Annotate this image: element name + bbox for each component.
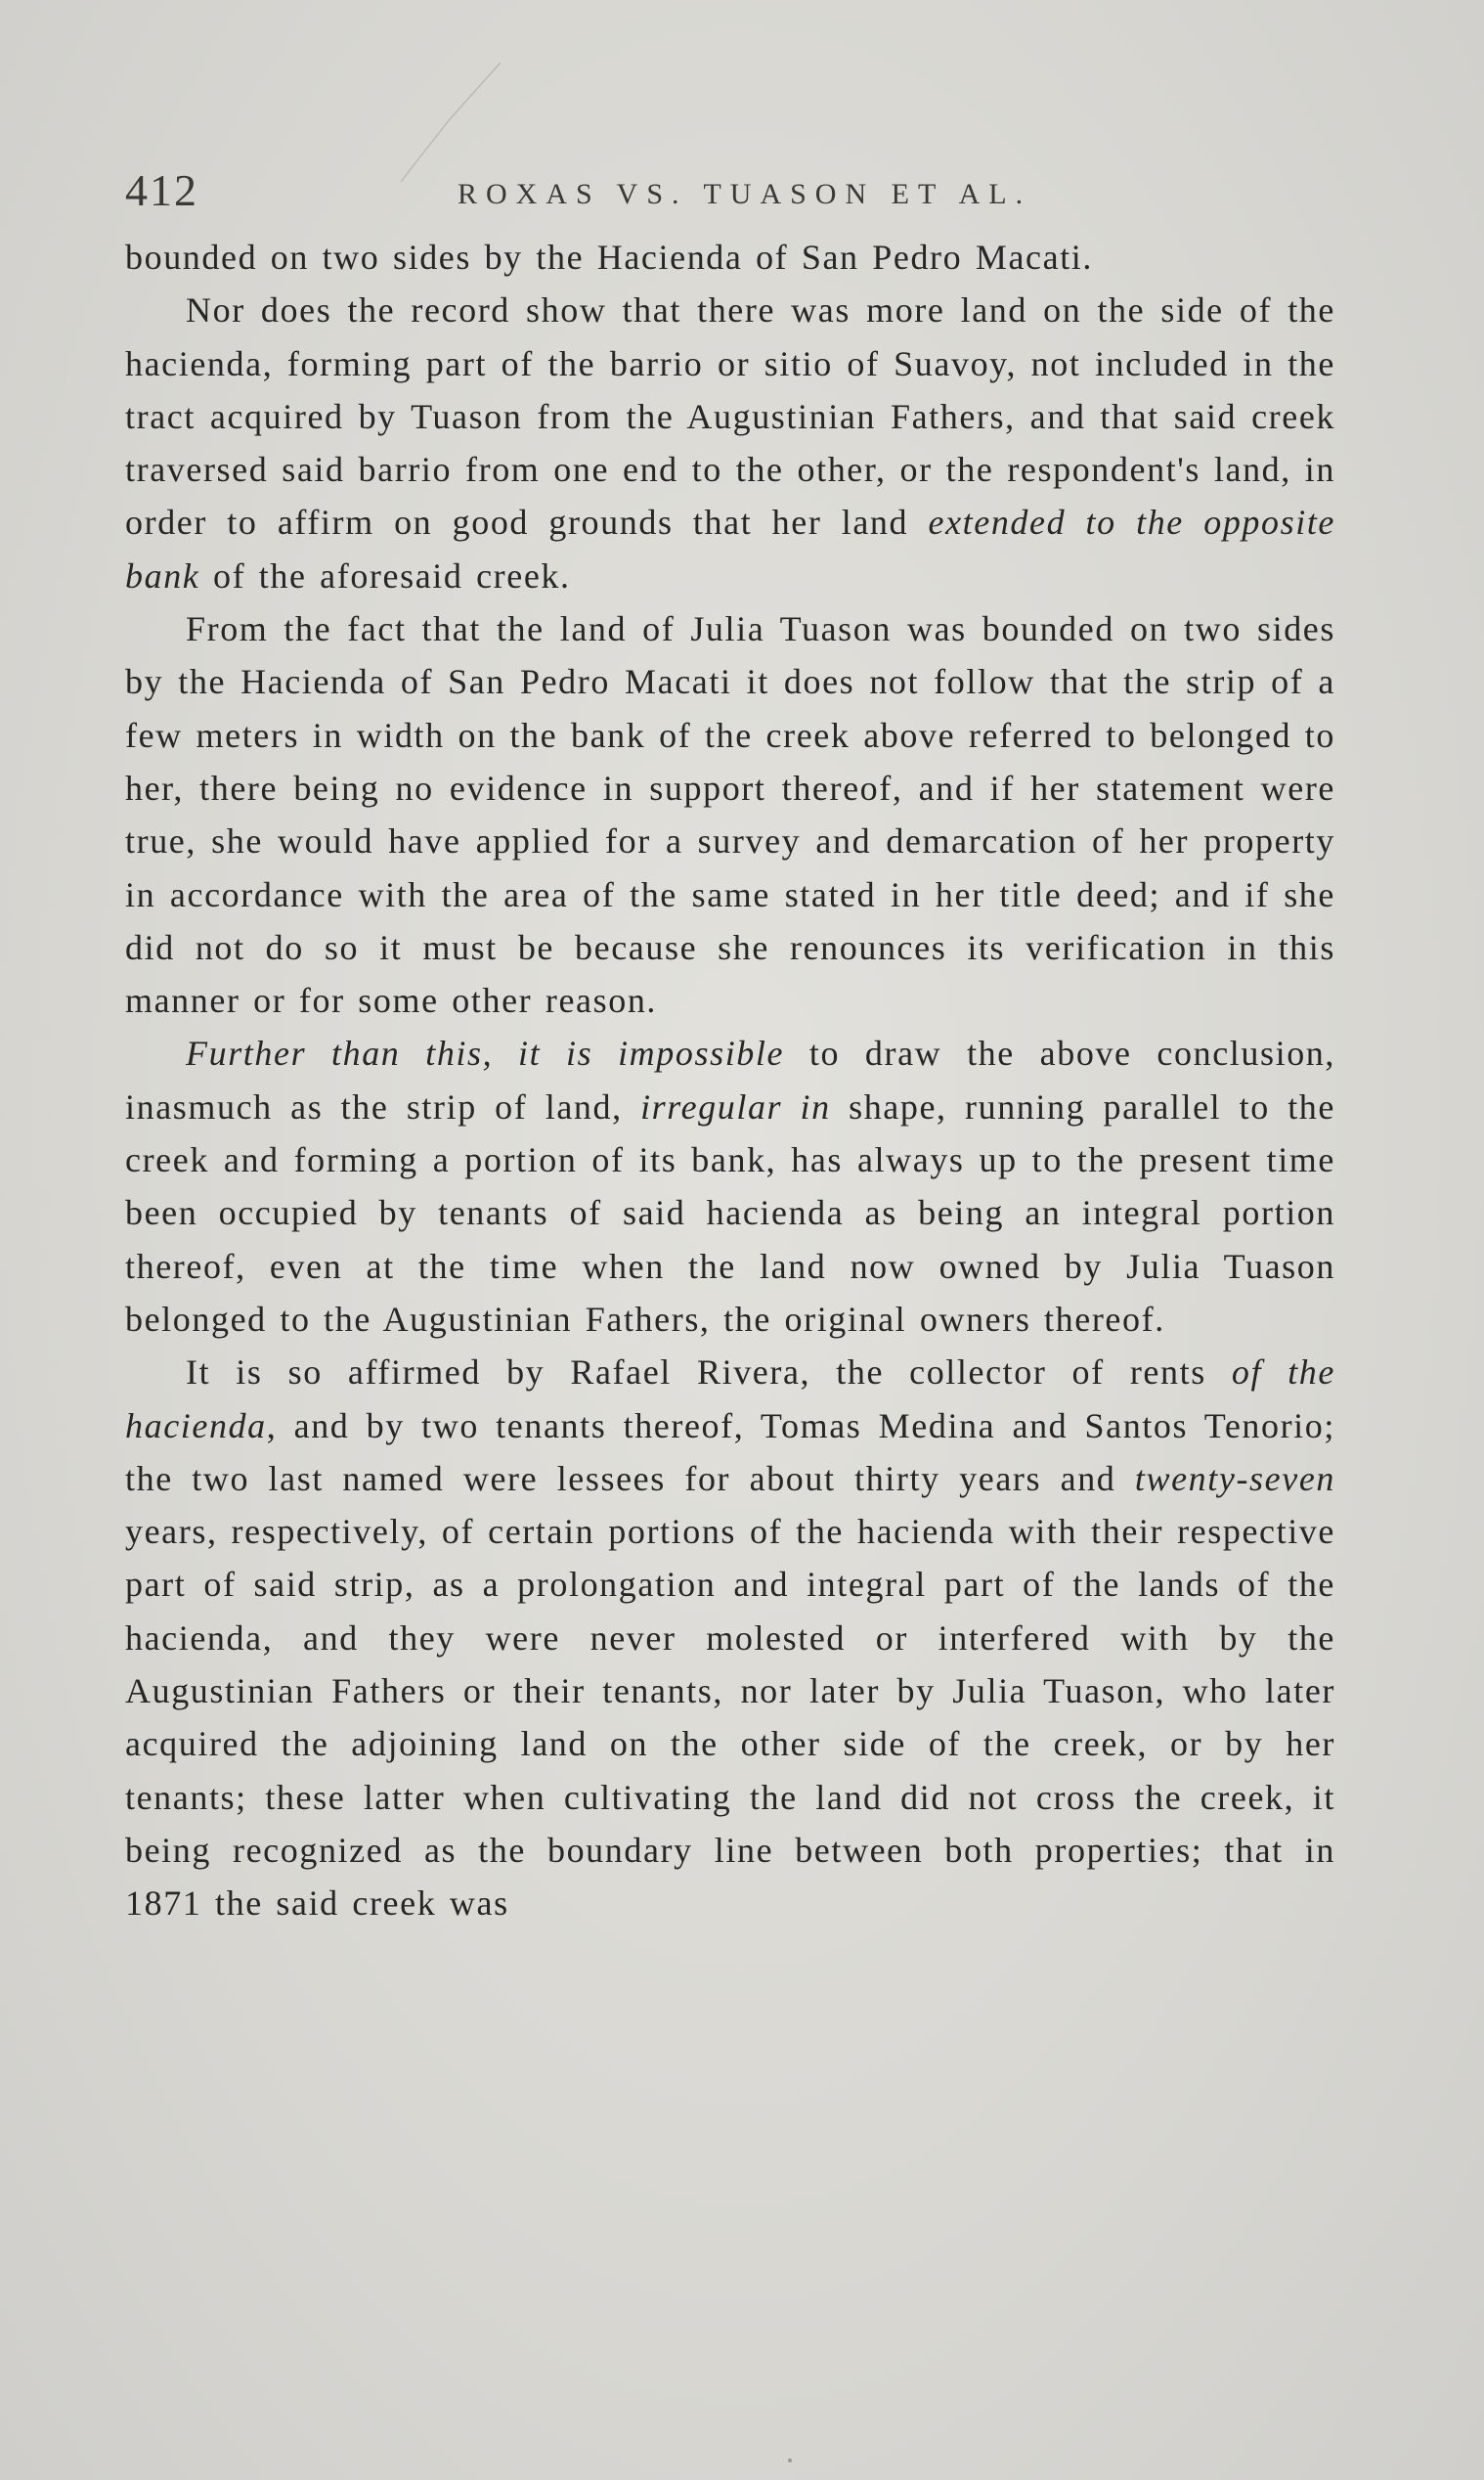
text-segment: of the aforesaid creek. [199,555,571,596]
body-text [125,231,1335,1930]
text-segment: Nor does the record show that there was more land on the side of the hacienda, forming part of the barrio or sitio of Suavoy, not included in the tract acquired by Tuason from the Augustinian Fathers, and that said creek traversed said barrio from one end to the other, or the respondent's land, in order to affirm on good grounds that her land [125,290,1335,543]
page-number: 412 [125,165,198,215]
text-segment: to draw the above conclusion, inasmuch as the strip of land, [125,1034,1335,1127]
italic-text-segment: Further than this, it is impossible [186,1034,785,1074]
text-segment: From the fact that the land of Julia Tuason was bounded on two sides by the Hacienda of San Pedro Macati it does not follow that the strip of a few meters in width on the bank of the creek above referred to belonged to her, there being no evidence in support thereof, and if her statement were true, she would have applied for a survey and demarcation of her property in accordance with the area of the same stated in her title deed; and if she did not do so it must be because she renounces its verification in this manner or for some other reason. [125,609,1335,1021]
paragraph [125,1346,1335,1929]
text-segment: bounded on two sides by the Hacienda of San Pedro Macati. [125,238,1093,277]
running-head: ROXAS VS. TUASON ET AL. [458,178,1032,210]
italic-text-segment: of the hacienda [125,1352,1335,1445]
paragraph [125,284,1335,602]
paragraph [125,231,1335,284]
text-segment: , and by two tenants thereof, Tomas Medina and Santos Tenorio; the two last named were lessees for about thirty years and [125,1405,1335,1498]
italic-text-segment: extended to the opposite bank [125,503,1336,596]
italic-text-segment: twenty-seven [1134,1458,1335,1498]
text-segment: shape, running parallel to the creek and forming a portion of its bank, has always up to the present time been occupied by tenants of said hacienda as being an integral portion thereof, even at the time when the land now owned by Julia Tuason belonged to the Augustinian Fathers, the original owners thereof. [125,1086,1335,1339]
paragraph [125,602,1335,1027]
paper-speck [788,2458,792,2462]
paragraph [125,1027,1335,1346]
text-segment: years, respectively, of certain portions of the hacienda with their respective part of said strip, as a prolongation and integral part of the lands of the hacienda, and they were never molested or interfered with by the Augustinian Fathers or their tenants, nor later by Julia Tuason, who later acquired the adjoining land on the other side of the creek, or by her tenants; these latter when cultivating the land did not cross the creek, it being recognized as the boundary line between both properties; that in 1871 the said creek was [125,1512,1335,1924]
italic-text-segment: irregular in [640,1086,831,1127]
page-header [125,164,1337,223]
text-segment: It is so affirmed by Rafael Rivera, the collector of rents [186,1352,1232,1393]
